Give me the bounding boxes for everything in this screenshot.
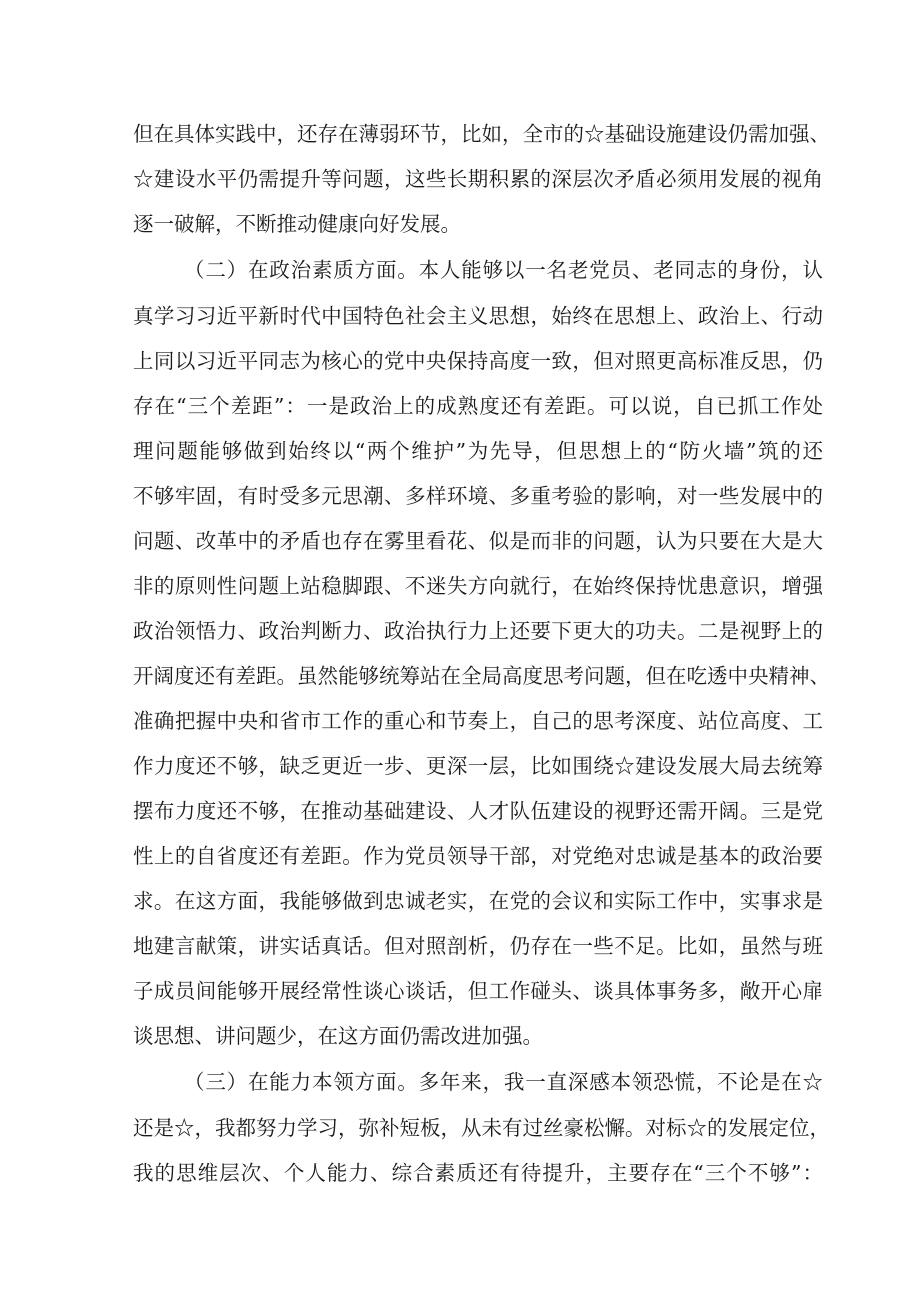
text-line: 子成员间能够开展经常性谈心谈话，但工作碰头、谈具体事务多，敞开心扉 xyxy=(133,979,823,1003)
text-line: 理问题能够做到始终以“两个维护”为先导，但思想上的“防火墙”筑的还 xyxy=(133,439,823,463)
text-line: （三）在能力本领方面。多年来，我一直深感本领恐慌，不论是在☆ xyxy=(184,1070,823,1094)
text-line: 摆布力度还不够，在推动基础建设、人才队伍建设的视野还需开阔。三是党 xyxy=(133,799,823,823)
text-line: 问题、改革中的矛盾也存在雾里看花、似是而非的问题，认为只要在大是大 xyxy=(133,529,823,553)
text-line: 性上的自省度还有差距。作为党员领导干部，对党绝对忠诚是基本的政治要 xyxy=(133,844,823,868)
text-line: 求。在这方面，我能够做到忠诚老实，在党的会议和实际工作中，实事求是 xyxy=(133,889,823,913)
text-line: 还是☆，我都努力学习，弥补短板，从未有过丝豪松懈。对标☆的发展定位， xyxy=(133,1116,830,1140)
text-line: （二）在政治素质方面。本人能够以一名老党员、老同志的身份，认 xyxy=(184,258,823,282)
text-line: ☆建设水平仍需提升等问题，这些长期积累的深层次矛盾必须用发展的视角 xyxy=(133,167,823,191)
text-line: 我的思维层次、个人能力、综合素质还有待提升，主要存在“三个不够”： xyxy=(133,1161,823,1185)
text-line: 但在具体实践中，还存在薄弱环节，比如，全市的☆基础设施建设仍需加强、 xyxy=(133,122,830,146)
text-line: 地建言献策，讲实话真话。但对照剖析，仍存在一些不足。比如，虽然与班 xyxy=(133,934,823,958)
text-line: 政治领悟力、政治判断力、政治执行力上还要下更大的功夫。二是视野上的 xyxy=(133,619,823,643)
text-line: 准确把握中央和省市工作的重心和节奏上，自己的思考深度、站位高度、工 xyxy=(133,709,823,733)
text-line: 作力度还不够，缺乏更近一步、更深一层，比如围绕☆建设发展大局去统筹 xyxy=(133,754,823,778)
text-line: 存在“三个差距”：一是政治上的成熟度还有差距。可以说，自已抓工作处 xyxy=(133,394,823,418)
text-line: 不够牢固，有时受多元思潮、多样环境、多重考验的影响，对一些发展中的 xyxy=(133,484,823,508)
text-line: 上同以习近平同志为核心的党中央保持高度一致，但对照更高标准反思，仍 xyxy=(133,349,823,373)
text-line: 逐一破解，不断推动健康向好发展。 xyxy=(133,212,461,236)
text-line: 谈思想、讲问题少，在这方面仍需改进加强。 xyxy=(133,1024,543,1048)
text-line: 非的原则性问题上站稳脚跟、不迷失方向就行，在始终保持忧患意识，增强 xyxy=(133,574,823,598)
text-line: 真学习习近平新时代中国特色社会主义思想，始终在思想上、政治上、行动 xyxy=(133,304,823,328)
text-line: 开阔度还有差距。虽然能够统筹站在全局高度思考问题，但在吃透中央精神、 xyxy=(133,664,830,688)
